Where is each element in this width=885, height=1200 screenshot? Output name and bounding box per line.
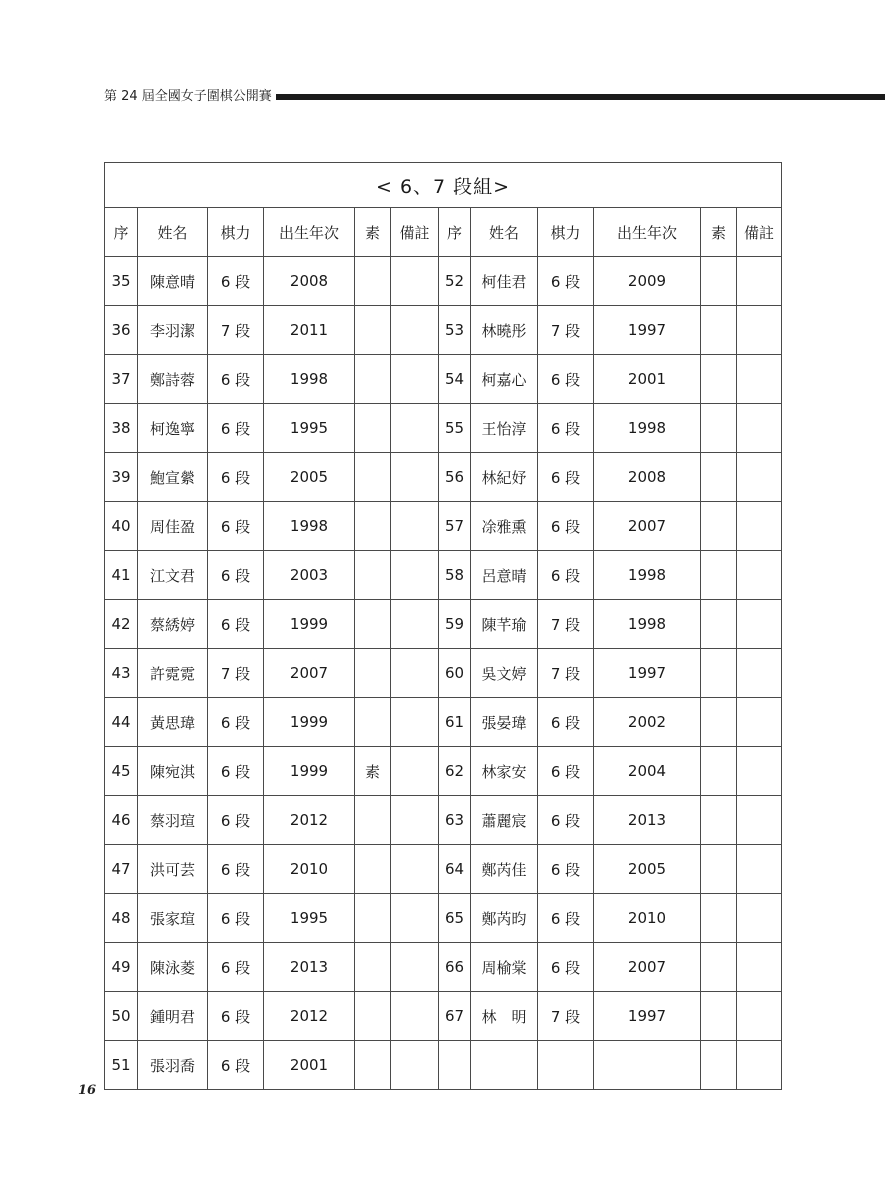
right-cell-name: 周榆棠 bbox=[471, 943, 538, 992]
left-cell-name: 李羽潔 bbox=[138, 306, 208, 355]
right-cell-note bbox=[737, 698, 782, 747]
right-cell-no: 55 bbox=[439, 404, 471, 453]
left-cell-rank: 6 段 bbox=[208, 894, 264, 943]
left-cell-rank: 7 段 bbox=[208, 649, 264, 698]
right-cell-note bbox=[737, 992, 782, 1041]
right-cell-note bbox=[737, 306, 782, 355]
right-cell-note bbox=[737, 747, 782, 796]
table-row bbox=[105, 845, 782, 894]
right-cell-birth-year: 1997 bbox=[594, 992, 701, 1041]
right-cell-no: 58 bbox=[439, 551, 471, 600]
right-cell-rank: 6 段 bbox=[538, 453, 594, 502]
right-cell-su bbox=[701, 600, 737, 649]
header-cell-note: 備註 bbox=[737, 208, 782, 257]
left-cell-no: 46 bbox=[105, 796, 138, 845]
right-cell-name: 鄭芮佳 bbox=[471, 845, 538, 894]
header-cell-rank: 棋力 bbox=[538, 208, 594, 257]
left-cell-su: 素 bbox=[355, 747, 391, 796]
table-row bbox=[105, 698, 782, 747]
left-cell-note bbox=[391, 600, 439, 649]
right-cell-birth-year: 2005 bbox=[594, 845, 701, 894]
right-cell-rank: 6 段 bbox=[538, 698, 594, 747]
right-cell-birth-year: 1998 bbox=[594, 551, 701, 600]
left-cell-no: 43 bbox=[105, 649, 138, 698]
right-cell-rank: 7 段 bbox=[538, 306, 594, 355]
right-cell-birth-year: 2013 bbox=[594, 796, 701, 845]
right-cell-note bbox=[737, 649, 782, 698]
left-cell-no: 39 bbox=[105, 453, 138, 502]
left-cell-rank: 6 段 bbox=[208, 698, 264, 747]
running-header bbox=[104, 87, 885, 107]
table-row bbox=[105, 306, 782, 355]
table-row bbox=[105, 502, 782, 551]
right-cell-rank: 6 段 bbox=[538, 796, 594, 845]
table-row bbox=[105, 1041, 782, 1090]
right-cell-rank: 6 段 bbox=[538, 943, 594, 992]
left-cell-note bbox=[391, 698, 439, 747]
right-cell-su bbox=[701, 698, 737, 747]
left-cell-name: 周佳盈 bbox=[138, 502, 208, 551]
right-cell-rank: 6 段 bbox=[538, 502, 594, 551]
table-row bbox=[105, 257, 782, 306]
right-cell-birth-year: 2007 bbox=[594, 943, 701, 992]
left-cell-note bbox=[391, 747, 439, 796]
header-cell-name: 姓名 bbox=[471, 208, 538, 257]
left-cell-no: 36 bbox=[105, 306, 138, 355]
left-cell-rank: 6 段 bbox=[208, 600, 264, 649]
table-row bbox=[105, 600, 782, 649]
left-cell-no: 48 bbox=[105, 894, 138, 943]
left-cell-birth-year: 2003 bbox=[264, 551, 355, 600]
right-cell-note bbox=[737, 453, 782, 502]
table-row bbox=[105, 747, 782, 796]
left-cell-birth-year: 2011 bbox=[264, 306, 355, 355]
left-cell-rank: 6 段 bbox=[208, 1041, 264, 1090]
right-cell-rank bbox=[538, 1041, 594, 1090]
left-cell-name: 陳意晴 bbox=[138, 257, 208, 306]
header-cell-name: 姓名 bbox=[138, 208, 208, 257]
left-cell-note bbox=[391, 355, 439, 404]
right-cell-note bbox=[737, 502, 782, 551]
right-cell-rank: 6 段 bbox=[538, 845, 594, 894]
right-cell-no: 66 bbox=[439, 943, 471, 992]
left-cell-rank: 6 段 bbox=[208, 747, 264, 796]
right-cell-no: 63 bbox=[439, 796, 471, 845]
right-cell-name: 蕭麗宸 bbox=[471, 796, 538, 845]
right-cell-birth-year: 2007 bbox=[594, 502, 701, 551]
left-cell-note bbox=[391, 845, 439, 894]
left-cell-no: 50 bbox=[105, 992, 138, 1041]
right-cell-su bbox=[701, 796, 737, 845]
left-cell-su bbox=[355, 600, 391, 649]
left-cell-birth-year: 2001 bbox=[264, 1041, 355, 1090]
table-header-row bbox=[105, 208, 782, 257]
left-cell-name: 張羽喬 bbox=[138, 1041, 208, 1090]
table-row bbox=[105, 992, 782, 1041]
table-row bbox=[105, 796, 782, 845]
left-cell-no: 42 bbox=[105, 600, 138, 649]
left-cell-birth-year: 2010 bbox=[264, 845, 355, 894]
right-cell-birth-year bbox=[594, 1041, 701, 1090]
header-cell-no: 序 bbox=[439, 208, 471, 257]
table-row bbox=[105, 649, 782, 698]
right-cell-name: 林紀妤 bbox=[471, 453, 538, 502]
right-cell-note bbox=[737, 355, 782, 404]
right-cell-rank: 6 段 bbox=[538, 747, 594, 796]
left-cell-rank: 6 段 bbox=[208, 943, 264, 992]
right-cell-no: 67 bbox=[439, 992, 471, 1041]
right-cell-su bbox=[701, 845, 737, 894]
header-cell-rank: 棋力 bbox=[208, 208, 264, 257]
left-cell-su bbox=[355, 649, 391, 698]
left-cell-su bbox=[355, 257, 391, 306]
left-cell-birth-year: 1998 bbox=[264, 355, 355, 404]
left-cell-note bbox=[391, 1041, 439, 1090]
header-cell-birth-year: 出生年次 bbox=[594, 208, 701, 257]
table-row bbox=[105, 894, 782, 943]
right-cell-rank: 6 段 bbox=[538, 355, 594, 404]
left-cell-no: 51 bbox=[105, 1041, 138, 1090]
header-cell-su: 素 bbox=[355, 208, 391, 257]
publication-title: 第 24 屆全國女子圍棋公開賽 bbox=[104, 89, 272, 104]
left-cell-name: 陳宛淇 bbox=[138, 747, 208, 796]
right-cell-no: 52 bbox=[439, 257, 471, 306]
left-cell-birth-year: 2007 bbox=[264, 649, 355, 698]
left-cell-no: 47 bbox=[105, 845, 138, 894]
left-cell-su bbox=[355, 502, 391, 551]
left-cell-birth-year: 2008 bbox=[264, 257, 355, 306]
right-cell-no: 60 bbox=[439, 649, 471, 698]
right-cell-su bbox=[701, 502, 737, 551]
table-row bbox=[105, 551, 782, 600]
right-cell-rank: 7 段 bbox=[538, 992, 594, 1041]
left-cell-note bbox=[391, 306, 439, 355]
right-cell-name: 鄭芮昀 bbox=[471, 894, 538, 943]
left-cell-name: 蔡綉婷 bbox=[138, 600, 208, 649]
left-cell-no: 38 bbox=[105, 404, 138, 453]
left-cell-rank: 6 段 bbox=[208, 453, 264, 502]
right-cell-note bbox=[737, 404, 782, 453]
right-cell-no: 57 bbox=[439, 502, 471, 551]
right-cell-no: 64 bbox=[439, 845, 471, 894]
right-cell-note bbox=[737, 551, 782, 600]
left-cell-note bbox=[391, 551, 439, 600]
left-cell-note bbox=[391, 992, 439, 1041]
right-cell-note bbox=[737, 845, 782, 894]
left-cell-no: 49 bbox=[105, 943, 138, 992]
right-cell-su bbox=[701, 355, 737, 404]
left-cell-no: 44 bbox=[105, 698, 138, 747]
left-cell-name: 洪可芸 bbox=[138, 845, 208, 894]
left-cell-rank: 6 段 bbox=[208, 257, 264, 306]
header-cell-note: 備註 bbox=[391, 208, 439, 257]
left-cell-name: 鍾明君 bbox=[138, 992, 208, 1041]
right-cell-birth-year: 1998 bbox=[594, 404, 701, 453]
left-cell-no: 37 bbox=[105, 355, 138, 404]
left-cell-birth-year: 1995 bbox=[264, 894, 355, 943]
left-cell-su bbox=[355, 306, 391, 355]
left-cell-no: 41 bbox=[105, 551, 138, 600]
left-cell-rank: 6 段 bbox=[208, 355, 264, 404]
right-cell-su bbox=[701, 1041, 737, 1090]
right-cell-name: 吳文婷 bbox=[471, 649, 538, 698]
right-cell-su bbox=[701, 894, 737, 943]
right-cell-rank: 6 段 bbox=[538, 894, 594, 943]
left-cell-name: 張家瑄 bbox=[138, 894, 208, 943]
left-cell-birth-year: 2012 bbox=[264, 796, 355, 845]
left-cell-name: 陳泳菱 bbox=[138, 943, 208, 992]
table-row bbox=[105, 453, 782, 502]
right-cell-name: 林曉彤 bbox=[471, 306, 538, 355]
left-cell-name: 柯逸寧 bbox=[138, 404, 208, 453]
left-cell-birth-year: 2005 bbox=[264, 453, 355, 502]
right-cell-su bbox=[701, 992, 737, 1041]
table-row bbox=[105, 404, 782, 453]
left-cell-su bbox=[355, 453, 391, 502]
left-cell-rank: 6 段 bbox=[208, 796, 264, 845]
right-cell-note bbox=[737, 894, 782, 943]
right-cell-birth-year: 2008 bbox=[594, 453, 701, 502]
left-cell-su bbox=[355, 355, 391, 404]
left-cell-note bbox=[391, 943, 439, 992]
left-cell-no: 45 bbox=[105, 747, 138, 796]
header-cell-birth-year: 出生年次 bbox=[264, 208, 355, 257]
right-cell-su bbox=[701, 257, 737, 306]
left-cell-birth-year: 1998 bbox=[264, 502, 355, 551]
right-cell-birth-year: 2004 bbox=[594, 747, 701, 796]
right-cell-rank: 7 段 bbox=[538, 649, 594, 698]
header-cell-su: 素 bbox=[701, 208, 737, 257]
left-cell-note bbox=[391, 796, 439, 845]
left-cell-su bbox=[355, 698, 391, 747]
left-cell-no: 35 bbox=[105, 257, 138, 306]
right-cell-rank: 6 段 bbox=[538, 404, 594, 453]
right-cell-no: 61 bbox=[439, 698, 471, 747]
right-cell-birth-year: 1997 bbox=[594, 649, 701, 698]
right-cell-su bbox=[701, 453, 737, 502]
roster-table bbox=[104, 162, 782, 1090]
right-cell-no: 54 bbox=[439, 355, 471, 404]
right-cell-name: 張晏瑋 bbox=[471, 698, 538, 747]
right-cell-birth-year: 1997 bbox=[594, 306, 701, 355]
left-cell-su bbox=[355, 894, 391, 943]
left-cell-note bbox=[391, 257, 439, 306]
header-rule bbox=[276, 94, 885, 100]
right-cell-name: 呂意晴 bbox=[471, 551, 538, 600]
right-cell-note bbox=[737, 796, 782, 845]
right-cell-no bbox=[439, 1041, 471, 1090]
right-cell-birth-year: 1998 bbox=[594, 600, 701, 649]
left-cell-name: 鄭詩蓉 bbox=[138, 355, 208, 404]
left-cell-rank: 6 段 bbox=[208, 992, 264, 1041]
right-cell-no: 56 bbox=[439, 453, 471, 502]
left-cell-note bbox=[391, 502, 439, 551]
right-cell-name: 林家安 bbox=[471, 747, 538, 796]
left-cell-note bbox=[391, 894, 439, 943]
right-cell-name: 凃雅熏 bbox=[471, 502, 538, 551]
left-cell-name: 鮑宣縈 bbox=[138, 453, 208, 502]
right-cell-no: 59 bbox=[439, 600, 471, 649]
left-cell-su bbox=[355, 404, 391, 453]
left-cell-note bbox=[391, 453, 439, 502]
right-cell-note bbox=[737, 1041, 782, 1090]
right-cell-birth-year: 2002 bbox=[594, 698, 701, 747]
left-cell-birth-year: 1999 bbox=[264, 747, 355, 796]
left-cell-name: 江文君 bbox=[138, 551, 208, 600]
left-cell-birth-year: 1995 bbox=[264, 404, 355, 453]
left-cell-su bbox=[355, 1041, 391, 1090]
right-cell-su bbox=[701, 747, 737, 796]
left-cell-su bbox=[355, 796, 391, 845]
right-cell-no: 53 bbox=[439, 306, 471, 355]
left-cell-rank: 6 段 bbox=[208, 502, 264, 551]
right-cell-rank: 6 段 bbox=[538, 257, 594, 306]
left-cell-note bbox=[391, 649, 439, 698]
left-cell-su bbox=[355, 551, 391, 600]
right-cell-no: 65 bbox=[439, 894, 471, 943]
right-cell-birth-year: 2009 bbox=[594, 257, 701, 306]
left-cell-name: 黃思瑋 bbox=[138, 698, 208, 747]
right-cell-name: 陳芊瑜 bbox=[471, 600, 538, 649]
left-cell-rank: 6 段 bbox=[208, 404, 264, 453]
right-cell-su bbox=[701, 306, 737, 355]
right-cell-no: 62 bbox=[439, 747, 471, 796]
right-cell-name bbox=[471, 1041, 538, 1090]
right-cell-rank: 6 段 bbox=[538, 551, 594, 600]
right-cell-birth-year: 2001 bbox=[594, 355, 701, 404]
right-cell-note bbox=[737, 257, 782, 306]
left-cell-birth-year: 1999 bbox=[264, 698, 355, 747]
left-cell-name: 許霓霓 bbox=[138, 649, 208, 698]
left-cell-su bbox=[355, 992, 391, 1041]
left-cell-birth-year: 2013 bbox=[264, 943, 355, 992]
left-cell-su bbox=[355, 943, 391, 992]
right-cell-name: 林 明 bbox=[471, 992, 538, 1041]
table-row bbox=[105, 355, 782, 404]
left-cell-su bbox=[355, 845, 391, 894]
right-cell-name: 柯嘉心 bbox=[471, 355, 538, 404]
right-cell-note bbox=[737, 943, 782, 992]
left-cell-birth-year: 1999 bbox=[264, 600, 355, 649]
right-cell-name: 王怡淳 bbox=[471, 404, 538, 453]
right-cell-su bbox=[701, 551, 737, 600]
left-cell-no: 40 bbox=[105, 502, 138, 551]
right-cell-name: 柯佳君 bbox=[471, 257, 538, 306]
page-number: 16 bbox=[78, 1083, 97, 1098]
right-cell-rank: 7 段 bbox=[538, 600, 594, 649]
right-cell-birth-year: 2010 bbox=[594, 894, 701, 943]
left-cell-rank: 7 段 bbox=[208, 306, 264, 355]
left-cell-rank: 6 段 bbox=[208, 845, 264, 894]
header-cell-no: 序 bbox=[105, 208, 138, 257]
right-cell-su bbox=[701, 649, 737, 698]
right-cell-su bbox=[701, 404, 737, 453]
table-row bbox=[105, 943, 782, 992]
left-cell-birth-year: 2012 bbox=[264, 992, 355, 1041]
right-cell-note bbox=[737, 600, 782, 649]
table-title-row bbox=[105, 163, 782, 208]
left-cell-rank: 6 段 bbox=[208, 551, 264, 600]
table-title: < 6、7 段組> bbox=[105, 163, 782, 208]
right-cell-su bbox=[701, 943, 737, 992]
left-cell-name: 蔡羽瑄 bbox=[138, 796, 208, 845]
left-cell-note bbox=[391, 404, 439, 453]
